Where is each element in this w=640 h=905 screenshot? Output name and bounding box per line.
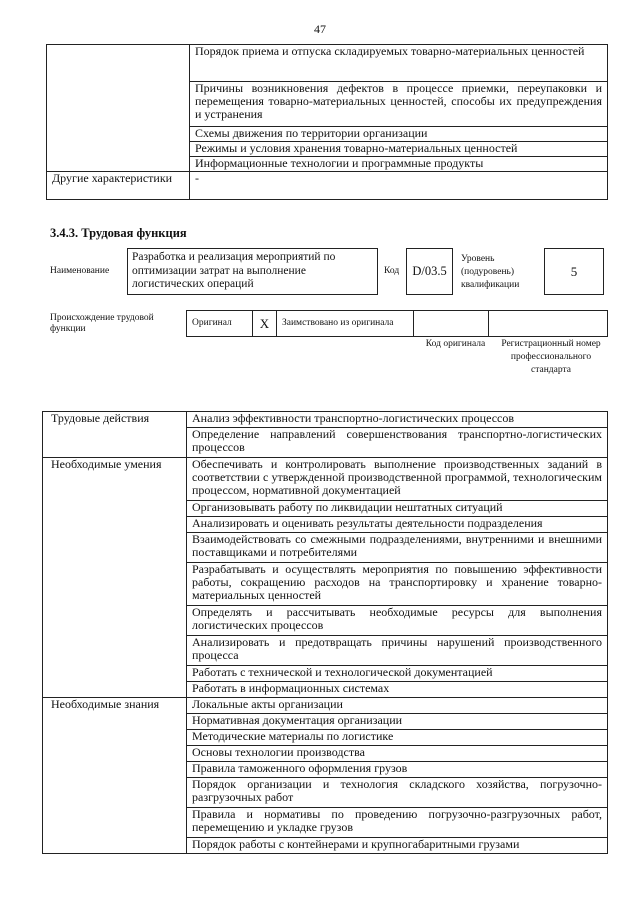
original-mark: X xyxy=(253,311,277,337)
table-row: Правила таможенного оформления грузов xyxy=(187,762,608,778)
table-row: Определять и рассчитывать необходимые ресурсы для выполнения логистических процессов xyxy=(187,606,608,636)
other-characteristics-label: Другие характеристики xyxy=(47,172,190,200)
characteristics-row: Информационные технологии и программные продукты xyxy=(190,157,608,172)
table-row: Анализ эффективности транспортно-логистических процессов xyxy=(187,412,608,428)
table-row: Нормативная документация организации xyxy=(187,714,608,730)
table-row: Методические материалы по логистике xyxy=(187,730,608,746)
other-characteristics-value: - xyxy=(190,172,608,200)
qualification-level-label: Уровень (подуровень) квалификации xyxy=(461,254,520,290)
characteristics-row: Порядок приема и отпуска складируемых товарно-материальных ценностей xyxy=(190,45,608,82)
code-original-caption: Код оригинала xyxy=(425,339,486,349)
origin-label: Происхождение трудовой функции xyxy=(50,313,154,334)
code-label: Код xyxy=(384,266,400,276)
table-row: Порядок организации и технология складского хозяйства, погрузочно-разгрузочных работ xyxy=(187,778,608,808)
table-row: Анализировать и оценивать результаты деятельности подразделения xyxy=(187,517,608,533)
table-row: Анализировать и предотвращать причины нарушений производственного процесса xyxy=(187,636,608,666)
group-label-skills: Необходимые умения xyxy=(43,458,187,698)
table-row: Работать с технической и технологической документацией xyxy=(187,666,608,682)
table-row: Работать в информационных системах xyxy=(187,682,608,698)
group-label-knowledge: Необходимые знания xyxy=(43,698,187,854)
table-row: Порядок работы с контейнерами и крупногабаритными грузами xyxy=(187,838,608,854)
reg-number-cell xyxy=(489,311,608,337)
table-row: Правила и нормативы по проведению погрузочно-разгрузочных работ, перемещению и укладке грузов xyxy=(187,808,608,838)
section-title: 3.4.3. Трудовая функция xyxy=(50,226,187,240)
table-row: Разрабатывать и осуществлять мероприятия по повышению эффективности работы, сокращению расходов на транспортировку и хранение товарно-материальных ценностей xyxy=(187,563,608,606)
characteristics-row: Схемы движения по территории организации xyxy=(190,127,608,142)
group-label-actions: Трудовые действия xyxy=(43,412,187,458)
table-row: Определение направлений совершенствования транспортно-логистических процессов xyxy=(187,428,608,458)
origin-table xyxy=(186,310,608,337)
name-label: Наименование xyxy=(50,266,110,276)
table-row: Основы технологии производства xyxy=(187,746,608,762)
labor-function-table xyxy=(42,411,608,854)
characteristics-row: Режимы и условия хранения товарно-материальных ценностей xyxy=(190,142,608,157)
qualification-level-box: 5 xyxy=(544,248,604,295)
function-code-box: D/03.5 xyxy=(406,248,453,295)
table-row: Взаимодействовать со смежными подразделениями, внутренними и внешними поставщиками и потребителями xyxy=(187,533,608,563)
empty-label-cell xyxy=(47,45,190,172)
page-number: 47 xyxy=(314,22,326,36)
original-label: Оригинал xyxy=(187,311,253,337)
characteristics-table xyxy=(46,44,608,200)
characteristics-row: Причины возникновения дефектов в процессе приемки, переупаковки и перемещения товарно-материальных ценностей, способы их предупреждения и устранения xyxy=(190,82,608,127)
code-original-cell xyxy=(414,311,489,337)
table-row: Локальные акты организации xyxy=(187,698,608,714)
table-row: Организовывать работу по ликвидации нештатных ситуаций xyxy=(187,501,608,517)
function-name-box: Разработка и реализация мероприятий по оптимизации затрат на выполнение логистических операций xyxy=(127,248,378,295)
borrowed-label: Заимствовано из оригинала xyxy=(277,311,414,337)
table-row: Обеспечивать и контролировать выполнение производственных заданий в соответствии с утвержденной производственной программой, технологическим процессом, нормативной документацией xyxy=(187,458,608,501)
reg-number-caption: Регистрационный номер профессионального стандарта xyxy=(501,339,601,375)
